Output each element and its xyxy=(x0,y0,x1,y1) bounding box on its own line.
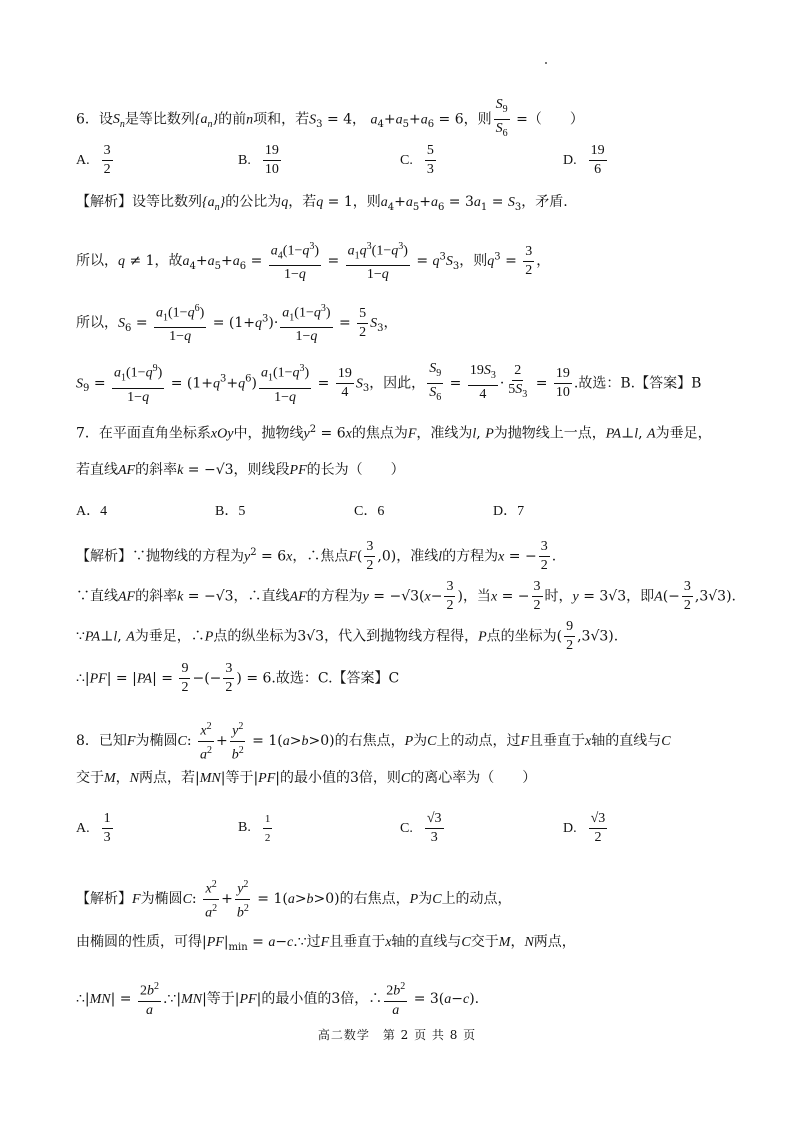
q7-option-a[interactable]: A．4 xyxy=(76,504,108,519)
q7-option-d[interactable]: D．7 xyxy=(493,504,525,519)
q6-solution-line3: 所以，$S_6$ = $\frac{a_1(1-q^6)}{1-q}$ = $(1+q^3)\cdot$ $\frac{a_1(1-q^3)}{1-q}$ = $\frac{5}{2}$ $S_3$， xyxy=(76,300,746,346)
q7-option-b[interactable]: B．5 xyxy=(215,504,246,519)
q6-option-d[interactable]: D. $\frac{19}{6}$ xyxy=(563,143,605,177)
q7-stem-line2: 若直线AF的斜率k = −√3，则线段PF的长为（ ） xyxy=(76,462,405,478)
q8-option-d[interactable]: D. $\frac{√3}{2}$ xyxy=(563,811,606,845)
q8-option-b[interactable]: B. $\frac{1}{2}$ xyxy=(238,810,274,847)
q7-solution-line4: ∴|PF| = |PA| = $\frac{9}{2}$ −(− $\frac{3}{2}$ ) = 6.故选：C.【答案】C xyxy=(76,661,400,695)
q6-solution-line4: $S_9$ = $\frac{a_1(1-q^9)}{1-q}$ = $(1+q^3+q^6)$ $\frac{a_1(1-q^3)}{1-q}$ = $\frac{19}{4}$ $S_3$，因此， $\frac{S_9}{S_6}$ = $\frac{19S_3}{4}$ · $\frac{2}{5S_3}$ = $\frac{19}{10}$ .故选：B.【答案】B xyxy=(76,361,702,405)
q7-solution-line2: ∵直线AF的斜率k = −√3，∴直线AF的方程为y = −√3(x− $\frac{3}{2}$ )，当x = − $\frac{3}{2}$ 时，y = 3√3，即A(− $\frac{3}{2}$ ,3√3). xyxy=(76,579,736,613)
q7-option-c[interactable]: C．6 xyxy=(354,504,385,519)
q8-solution-line1: 【解析】F为椭圆C: $\frac{x^2}{a^2}$ + $\frac{y^2}{b^2}$ = 1(a>b>0)的右焦点，P为C上的动点， xyxy=(76,876,746,922)
q6-option-b[interactable]: B. $\frac{19}{10}$ xyxy=(238,143,279,177)
q7-solution-line1: 【解析】∵抛物线的方程为$y^2 = 6x$，∴焦点F( $\frac{3}{2}$ ,0)，准线l的方程为x = − $\frac{3}{2}$ . xyxy=(76,539,557,573)
q6-solution-line1: 【解析】设等比数列$\{a_n\}$的公比为q，若q = 1，则$a_4+a_5+a_6 = 3a_1 = S_3$，矛盾. xyxy=(76,194,568,213)
scan-dot xyxy=(545,62,547,64)
q8-solution-line3: ∴|MN| = $\frac{2b^2}{a}$ .∵|MN|等于|PF|的最小值的3倍，∴ $\frac{2b^2}{a}$ = 3(a−c). xyxy=(76,978,746,1020)
q7-solution-line3: ∵PA⊥l, A为垂足，∴P点的纵坐标为3√3，代入到抛物线方程得，P点的坐标为( $\frac{9}{2}$ ,3√3). xyxy=(76,619,619,653)
q8-option-c[interactable]: C. $\frac{√3}{3}$ xyxy=(400,811,442,845)
q6-stem: 6．设$S_n$是等比数列$\{a_n\}$的前n项和，若$S_3 = 4$， $a_4+a_5+a_6 = 6$，则 $\frac{S_9}{S_6}$ =（ ） xyxy=(76,97,584,139)
q8-stem-line1: 8．已知F为椭圆C: $\frac{x^2}{a^2}$ + $\frac{y^2}{b^2}$ = 1(a>b>0)的右焦点，P为C上的动点，过F且垂直于x轴的直线与C xyxy=(76,718,746,764)
q7-stem-line1: 7．在平面直角坐标系xOy中，抛物线$y^2 = 6x$的焦点为F，准线为l, P为抛物线上一点，PA⊥l, A为垂足， xyxy=(76,424,712,442)
q6-solution-line2: 所以，q ≠ 1，故$a_4+a_5+a_6$ = $\frac{a_4(1-q^3)}{1-q}$ = $\frac{a_1q^3(1-q^3)}{1-q}$ = $q^3S_3$，则$q^3$ = $\frac{3}{2}$ ， xyxy=(76,238,746,284)
q8-solution-line2: 由椭圆的性质，可得$|PF|_{min}$ = a−c.∵过F且垂直于x轴的直线与C交于M，N两点， xyxy=(76,934,576,953)
q6-option-c[interactable]: C. $\frac{5}{3}$ xyxy=(400,143,434,177)
page-footer: 高二数学 第 2 页 共 8 页 xyxy=(317,1028,477,1042)
q8-option-a[interactable]: A. $\frac{1}{3}$ xyxy=(76,811,111,845)
q8-stem-line2: 交于M，N两点，若|MN|等于|PF|的最小值的3倍，则C的离心率为（ ） xyxy=(76,770,537,786)
q6-option-a[interactable]: A. $\frac{3}{2}$ xyxy=(76,143,111,177)
